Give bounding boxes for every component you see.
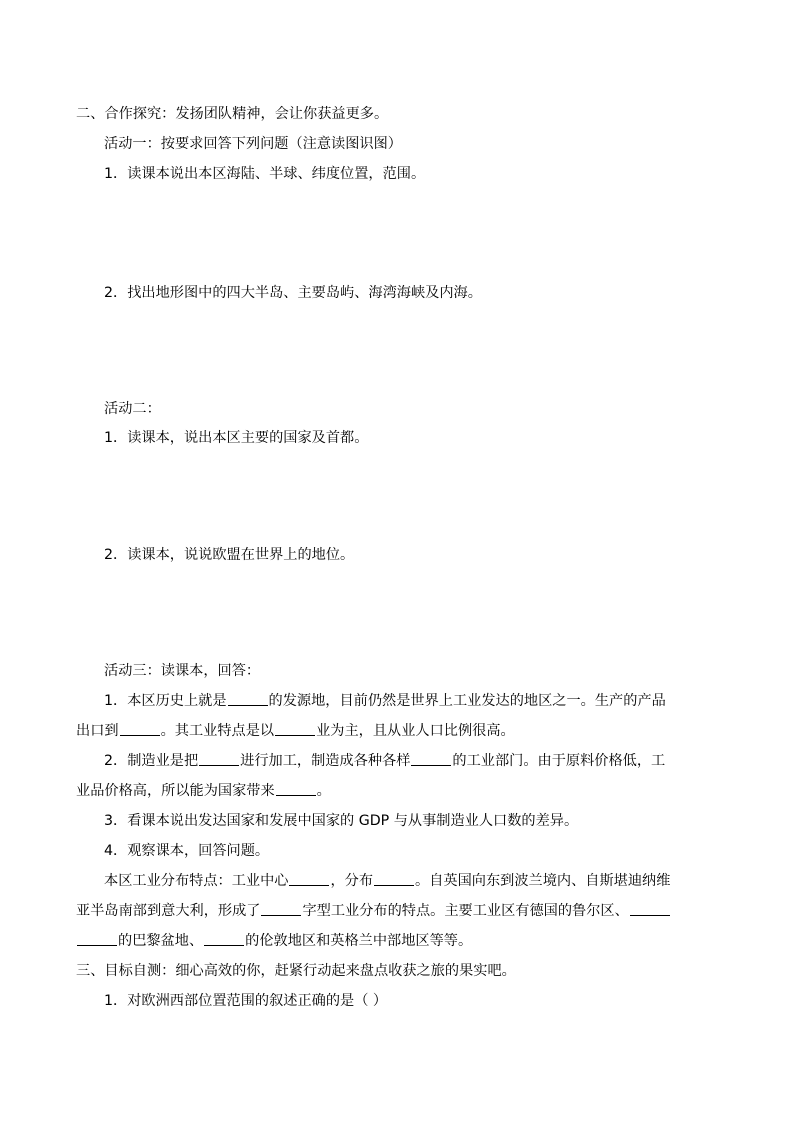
text: 。自英国向东到波兰境内、自斯堪迪纳维: [415, 873, 671, 889]
text: 的发源地，目前仍然是世界上工业发达的地区之一。生产的产品: [268, 693, 666, 709]
text: 。: [316, 783, 331, 799]
text: 的工业部门。由于原料价格低，工: [452, 753, 666, 769]
activity-two-question-1: 1．读课本，说出本区主要的国家及首都。: [104, 430, 369, 446]
activity-three-question-2: [104, 751, 665, 771]
activity-three-question-1-cont: [76, 721, 515, 741]
text: ，分布: [330, 873, 374, 889]
fill-blank[interactable]: [275, 721, 315, 736]
text: 的伦敦地区和英格兰中部地区等等。: [245, 933, 473, 949]
section-two-title: 二、合作探究：发扬团队精神，会让你获益更多。: [76, 106, 389, 122]
fill-blank[interactable]: [374, 871, 414, 886]
fill-blank[interactable]: [204, 931, 244, 946]
section-three-title: 三、目标自测：细心高效的你，赶紧行动起来盘点收获之旅的果实吧。: [76, 963, 516, 979]
fill-blank[interactable]: [77, 931, 117, 946]
fill-blank[interactable]: [276, 781, 316, 796]
fill-blank[interactable]: [120, 721, 160, 736]
fill-blank[interactable]: [261, 901, 301, 916]
text: 。其工业特点是以: [160, 723, 275, 739]
activity-one-title: 活动一：按要求回答下列问题（注意读图识图）: [104, 136, 402, 152]
activity-three-question-3: 3．看课本说出发达国家和发展中国家的 GDP 与从事制造业人口数的差异。: [104, 813, 579, 829]
fill-blank[interactable]: [630, 901, 670, 916]
fill-blank[interactable]: [228, 691, 268, 706]
fill-blank[interactable]: [199, 751, 239, 766]
industry-distribution-line-3: [76, 931, 472, 951]
section-three-question-1: 1．对欧洲西部位置范围的叙述正确的是（ ）: [104, 993, 388, 1009]
activity-one-question-1: 1．读课本说出本区海陆、半球、纬度位置，范围。: [104, 166, 426, 182]
text: 进行加工，制造成各种各样: [240, 753, 411, 769]
activity-three-question-2-cont: [76, 781, 331, 801]
fill-blank[interactable]: [289, 871, 329, 886]
text: 本区工业分布特点：工业中心: [104, 873, 289, 889]
text: 出口到: [76, 723, 119, 739]
text: 2．制造业是把: [104, 753, 199, 769]
industry-distribution-line-2: [76, 901, 671, 921]
activity-three-question-4: 4．观察课本，回答问题。: [104, 843, 270, 859]
activity-two-question-2: 2．读课本，说说欧盟在世界上的地位。: [104, 547, 355, 563]
activity-three-title: 活动三：读课本，回答：: [104, 663, 261, 679]
text: 字型工业分布的特点。主要工业区有德国的鲁尔区、: [302, 903, 629, 919]
text: 业为主，且从业人口比例很高。: [316, 723, 515, 739]
industry-distribution-line-1: [104, 871, 670, 891]
text: 亚半岛南部到意大利，形成了: [76, 903, 261, 919]
text: 的巴黎盆地、: [118, 933, 204, 949]
activity-two-title: 活动二：: [104, 401, 161, 417]
text: 业品价格高，所以能为国家带来: [76, 783, 275, 799]
text: 1．本区历史上就是: [104, 693, 227, 709]
activity-one-question-2: 2．找出地形图中的四大半岛、主要岛屿、海湾海峡及内海。: [104, 285, 482, 301]
activity-three-question-1: [104, 691, 666, 711]
fill-blank[interactable]: [411, 751, 451, 766]
